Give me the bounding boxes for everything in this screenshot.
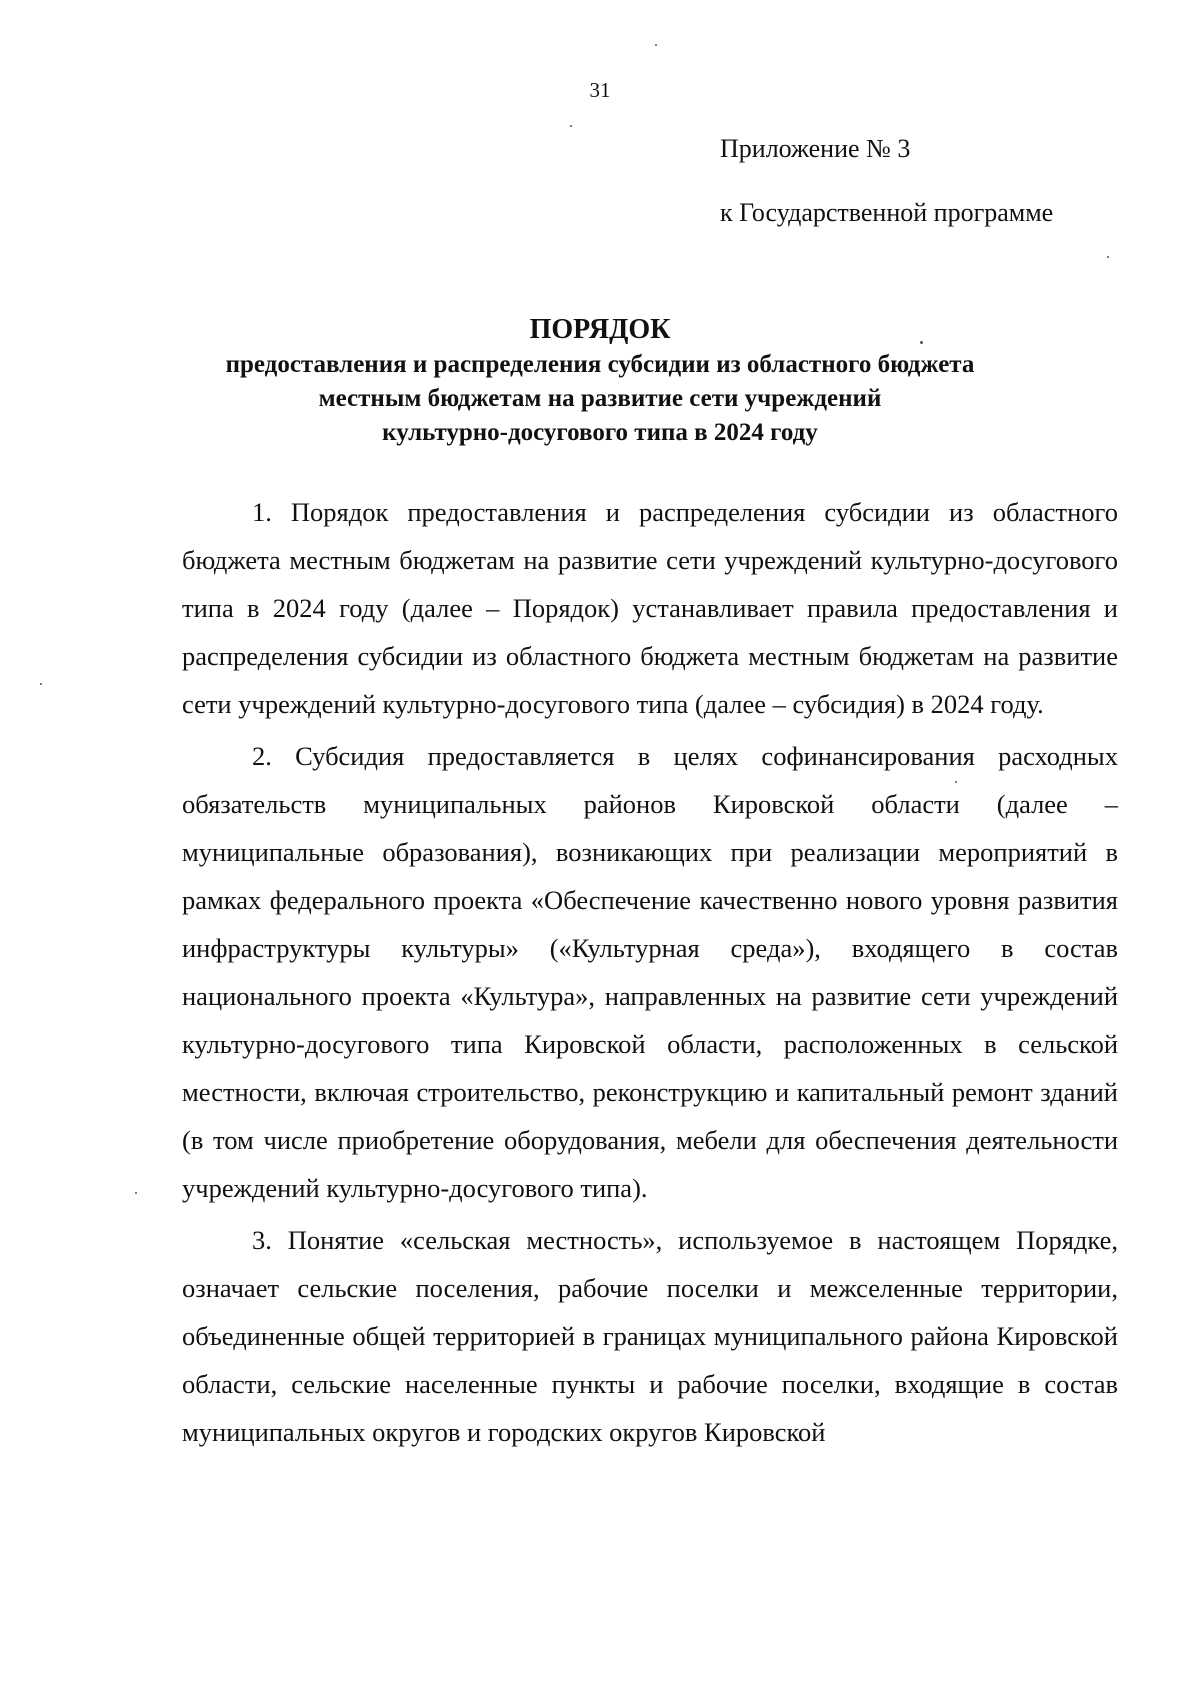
- page-number: 31: [589, 78, 611, 102]
- paragraph-3: 3. Понятие «сельская местность», используемое в настоящем Порядке, означает сельские поселения, рабочие поселки и межселенные территории, объединенные общей территорией в границах муниципального района Кировской области, сельские населенные пункты и рабочие поселки, входящие в состав муниципальных округов и городских округов Кировской: [182, 1225, 1118, 1447]
- scan-speck: [1107, 256, 1109, 258]
- document-body: [182, 488, 1118, 1460]
- scan-speck: [570, 125, 572, 127]
- paragraph-1: 1. Порядок предоставления и распределения субсидии из областного бюджета местным бюджетам на развитие сети учреждений культурно-досугового типа в 2024 году (далее – Порядок) устанавливает правила предоставления и распределения субсидии из областного бюджета местным бюджетам на развитие сети учреждений культурно-досугового типа (далее – субсидия) в 2024 году.: [182, 497, 1118, 719]
- scan-speck: [40, 683, 42, 685]
- appendix-reference: к Государственной программе: [720, 198, 1054, 227]
- scan-speck: [920, 341, 923, 344]
- document-subtitle-line-2: местным бюджетам на развитие сети учреждений: [318, 385, 882, 412]
- document-subtitle-line-1: предоставления и распределения субсидии из областного бюджета: [225, 351, 975, 378]
- scan-speck: [655, 44, 657, 46]
- appendix-number: Приложение № 3: [720, 134, 911, 163]
- document-heading: [150, 312, 1050, 450]
- document-subtitle-line-3: культурно-досугового типа в 2024 году: [382, 419, 818, 446]
- paragraph-2: 2. Субсидия предоставляется в целях софинансирования расходных обязательств муниципальных районов Кировской области (далее – муниципальные образования), возникающих при реализации мероприятий в рамках федерального проекта «Обеспечение качественно нового уровня развития инфраструктуры культуры» («Культурная среда»), входящего в состав национального проекта «Культура», направленных на развитие сети учреждений культурно-досугового типа Кировской области, расположенных в сельской местности, включая строительство, реконструкцию и капитальный ремонт зданий (в том числе приобретение оборудования, мебели для обеспечения деятельности учреждений культурно-досугового типа).: [182, 741, 1118, 1203]
- scan-speck: [135, 1192, 137, 1194]
- document-title: ПОРЯДОК: [529, 314, 671, 345]
- scan-speck: [955, 781, 957, 783]
